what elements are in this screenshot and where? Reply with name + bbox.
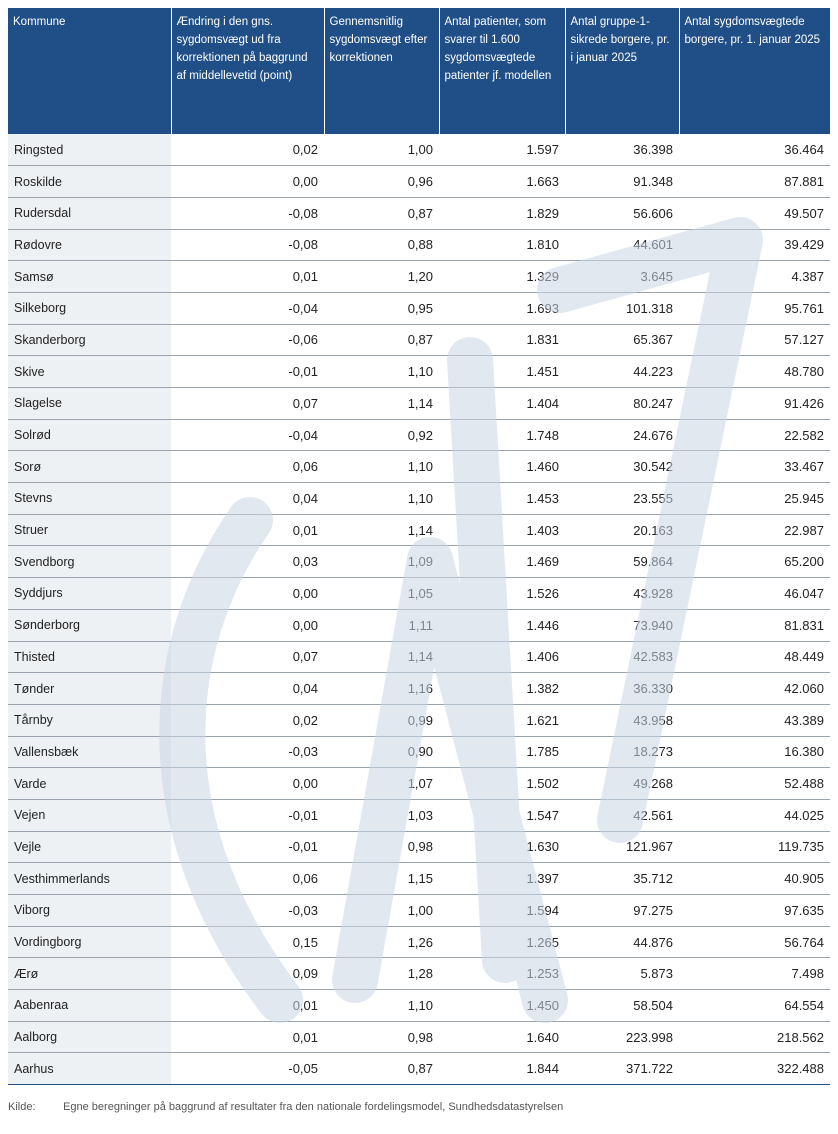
- table-row: [8, 451, 830, 483]
- value-cell: 1,10: [324, 451, 439, 483]
- value-cell: -0,06: [171, 324, 324, 356]
- value-cell: -0,01: [171, 831, 324, 863]
- table-row: [8, 578, 830, 610]
- value-cell: 0,01: [171, 990, 324, 1022]
- value-cell: 1.785: [439, 736, 565, 768]
- value-cell: 1,03: [324, 799, 439, 831]
- value-cell: 1,10: [324, 356, 439, 388]
- value-cell: 80.247: [565, 388, 679, 420]
- value-cell: 56.764: [679, 926, 830, 958]
- municipality-cell: Viborg: [8, 895, 171, 927]
- value-cell: -0,08: [171, 229, 324, 261]
- value-cell: 0,15: [171, 926, 324, 958]
- municipality-cell: Ærø: [8, 958, 171, 990]
- value-cell: 65.200: [679, 546, 830, 578]
- table-row: [8, 609, 830, 641]
- value-cell: -0,01: [171, 356, 324, 388]
- value-cell: 25.945: [679, 483, 830, 515]
- value-cell: 44.876: [565, 926, 679, 958]
- value-cell: 1,00: [324, 134, 439, 166]
- value-cell: -0,01: [171, 799, 324, 831]
- value-cell: 1,26: [324, 926, 439, 958]
- table-row: [8, 483, 830, 515]
- value-cell: 0,95: [324, 292, 439, 324]
- value-cell: 1,09: [324, 546, 439, 578]
- value-cell: 0,00: [171, 166, 324, 198]
- value-cell: 49.507: [679, 197, 830, 229]
- municipality-cell: Struer: [8, 514, 171, 546]
- value-cell: 1.663: [439, 166, 565, 198]
- value-cell: 0,03: [171, 546, 324, 578]
- value-cell: 121.967: [565, 831, 679, 863]
- value-cell: 1,00: [324, 895, 439, 927]
- value-cell: 1.748: [439, 419, 565, 451]
- municipality-cell: Vesthimmerlands: [8, 863, 171, 895]
- value-cell: 1,10: [324, 990, 439, 1022]
- municipality-cell: Samsø: [8, 261, 171, 293]
- source-label: Kilde:: [8, 1101, 36, 1113]
- table-row: [8, 863, 830, 895]
- value-cell: 44.223: [565, 356, 679, 388]
- table-row: [8, 1021, 830, 1053]
- value-cell: 119.735: [679, 831, 830, 863]
- value-cell: 18.273: [565, 736, 679, 768]
- value-cell: 95.761: [679, 292, 830, 324]
- value-cell: 91.426: [679, 388, 830, 420]
- table-row: [8, 324, 830, 356]
- value-cell: 0,00: [171, 609, 324, 641]
- value-cell: 1.630: [439, 831, 565, 863]
- value-cell: 42.561: [565, 799, 679, 831]
- data-table: [8, 8, 830, 1085]
- value-cell: 1.253: [439, 958, 565, 990]
- table-row: [8, 895, 830, 927]
- municipality-cell: Thisted: [8, 641, 171, 673]
- value-cell: 1.404: [439, 388, 565, 420]
- table-row: [8, 514, 830, 546]
- value-cell: 1.403: [439, 514, 565, 546]
- municipality-cell: Sønderborg: [8, 609, 171, 641]
- value-cell: 0,07: [171, 388, 324, 420]
- municipality-cell: Aarhus: [8, 1053, 171, 1085]
- table-body: [8, 134, 830, 1085]
- value-cell: 1,11: [324, 609, 439, 641]
- table-row: [8, 1053, 830, 1085]
- value-cell: 0,96: [324, 166, 439, 198]
- value-cell: 1.597: [439, 134, 565, 166]
- municipality-cell: Rødovre: [8, 229, 171, 261]
- value-cell: 0,07: [171, 641, 324, 673]
- municipality-cell: Solrød: [8, 419, 171, 451]
- value-cell: 36.398: [565, 134, 679, 166]
- value-cell: 52.488: [679, 768, 830, 800]
- value-cell: 64.554: [679, 990, 830, 1022]
- value-cell: 1.693: [439, 292, 565, 324]
- value-cell: 0,09: [171, 958, 324, 990]
- value-cell: 0,00: [171, 768, 324, 800]
- value-cell: 44.025: [679, 799, 830, 831]
- value-cell: 1,14: [324, 641, 439, 673]
- table-row: [8, 166, 830, 198]
- municipality-cell: Rudersdal: [8, 197, 171, 229]
- table-row: [8, 673, 830, 705]
- value-cell: 1.460: [439, 451, 565, 483]
- value-cell: 1.265: [439, 926, 565, 958]
- value-cell: 97.635: [679, 895, 830, 927]
- value-cell: 1,05: [324, 578, 439, 610]
- table-row: [8, 799, 830, 831]
- value-cell: 1,16: [324, 673, 439, 705]
- value-cell: 0,99: [324, 704, 439, 736]
- value-cell: 1.640: [439, 1021, 565, 1053]
- value-cell: 20.163: [565, 514, 679, 546]
- value-cell: 22.987: [679, 514, 830, 546]
- table-row: [8, 229, 830, 261]
- value-cell: 371.722: [565, 1053, 679, 1085]
- value-cell: 4.387: [679, 261, 830, 293]
- value-cell: 1.526: [439, 578, 565, 610]
- value-cell: 87.881: [679, 166, 830, 198]
- value-cell: 73.940: [565, 609, 679, 641]
- municipality-cell: Slagelse: [8, 388, 171, 420]
- value-cell: -0,05: [171, 1053, 324, 1085]
- source-note: [8, 1101, 563, 1113]
- table-row: [8, 197, 830, 229]
- municipality-cell: Roskilde: [8, 166, 171, 198]
- value-cell: 49.268: [565, 768, 679, 800]
- municipality-cell: Ringsted: [8, 134, 171, 166]
- value-cell: 44.601: [565, 229, 679, 261]
- value-cell: 43.958: [565, 704, 679, 736]
- table-row: [8, 261, 830, 293]
- table-row: [8, 292, 830, 324]
- value-cell: 0,01: [171, 1021, 324, 1053]
- value-cell: 46.047: [679, 578, 830, 610]
- table-row: [8, 704, 830, 736]
- table-row: [8, 134, 830, 166]
- municipality-cell: Tønder: [8, 673, 171, 705]
- value-cell: 1.829: [439, 197, 565, 229]
- value-cell: 0,01: [171, 514, 324, 546]
- value-cell: 36.464: [679, 134, 830, 166]
- value-cell: 0,87: [324, 197, 439, 229]
- municipality-cell: Syddjurs: [8, 578, 171, 610]
- header-row: [8, 8, 830, 134]
- value-cell: 1,10: [324, 483, 439, 515]
- value-cell: 1.406: [439, 641, 565, 673]
- value-cell: 42.583: [565, 641, 679, 673]
- value-cell: 22.582: [679, 419, 830, 451]
- value-cell: 0,04: [171, 673, 324, 705]
- table-row: [8, 736, 830, 768]
- value-cell: -0,04: [171, 292, 324, 324]
- municipality-cell: Vejen: [8, 799, 171, 831]
- value-cell: 0,04: [171, 483, 324, 515]
- municipality-cell: Vordingborg: [8, 926, 171, 958]
- table-row: [8, 926, 830, 958]
- municipality-cell: Varde: [8, 768, 171, 800]
- column-header: Antal gruppe-1-sikrede borgere, pr. i januar 2025: [565, 8, 679, 134]
- value-cell: 0,98: [324, 1021, 439, 1053]
- value-cell: 101.318: [565, 292, 679, 324]
- value-cell: 43.389: [679, 704, 830, 736]
- column-header: Gennemsnitlig sygdomsvægt efter korrektionen: [324, 8, 439, 134]
- value-cell: 1.594: [439, 895, 565, 927]
- value-cell: 57.127: [679, 324, 830, 356]
- value-cell: 91.348: [565, 166, 679, 198]
- value-cell: 0,06: [171, 451, 324, 483]
- value-cell: 1.831: [439, 324, 565, 356]
- value-cell: 0,87: [324, 324, 439, 356]
- value-cell: 5.873: [565, 958, 679, 990]
- value-cell: 1.446: [439, 609, 565, 641]
- value-cell: 0,88: [324, 229, 439, 261]
- table-row: [8, 388, 830, 420]
- table-container: [8, 8, 830, 1085]
- value-cell: 36.330: [565, 673, 679, 705]
- value-cell: 1.844: [439, 1053, 565, 1085]
- municipality-cell: Skanderborg: [8, 324, 171, 356]
- value-cell: 1,14: [324, 388, 439, 420]
- value-cell: 30.542: [565, 451, 679, 483]
- value-cell: 24.676: [565, 419, 679, 451]
- value-cell: 0,98: [324, 831, 439, 863]
- column-header: Ændring i den gns. sygdomsvægt ud fra korrektionen på baggrund af middellevetid (point): [171, 8, 324, 134]
- value-cell: 1.450: [439, 990, 565, 1022]
- value-cell: 48.780: [679, 356, 830, 388]
- value-cell: 65.367: [565, 324, 679, 356]
- value-cell: 1,28: [324, 958, 439, 990]
- value-cell: 0,00: [171, 578, 324, 610]
- municipality-cell: Tårnby: [8, 704, 171, 736]
- value-cell: 35.712: [565, 863, 679, 895]
- value-cell: 1.382: [439, 673, 565, 705]
- table-row: [8, 958, 830, 990]
- value-cell: 1,20: [324, 261, 439, 293]
- value-cell: 56.606: [565, 197, 679, 229]
- value-cell: 43.928: [565, 578, 679, 610]
- value-cell: 1,14: [324, 514, 439, 546]
- value-cell: 1.329: [439, 261, 565, 293]
- value-cell: 1.502: [439, 768, 565, 800]
- value-cell: 218.562: [679, 1021, 830, 1053]
- value-cell: 223.998: [565, 1021, 679, 1053]
- value-cell: 0,02: [171, 134, 324, 166]
- value-cell: -0,03: [171, 736, 324, 768]
- value-cell: 0,02: [171, 704, 324, 736]
- column-header: Antal patienter, som svarer til 1.600 sygdomsvægtede patienter jf. modellen: [439, 8, 565, 134]
- column-header: Kommune: [8, 8, 171, 134]
- value-cell: 1,15: [324, 863, 439, 895]
- municipality-cell: Silkeborg: [8, 292, 171, 324]
- value-cell: 1.451: [439, 356, 565, 388]
- table-row: [8, 641, 830, 673]
- source-text: Egne beregninger på baggrund af resultater fra den nationale fordelingsmodel, Sundhedsdatastyrelsen: [63, 1101, 564, 1113]
- value-cell: 0,90: [324, 736, 439, 768]
- value-cell: 7.498: [679, 958, 830, 990]
- value-cell: 1,07: [324, 768, 439, 800]
- value-cell: 39.429: [679, 229, 830, 261]
- value-cell: 42.060: [679, 673, 830, 705]
- value-cell: 0,92: [324, 419, 439, 451]
- value-cell: 322.488: [679, 1053, 830, 1085]
- value-cell: 0,06: [171, 863, 324, 895]
- municipality-cell: Aalborg: [8, 1021, 171, 1053]
- municipality-cell: Aabenraa: [8, 990, 171, 1022]
- municipality-cell: Stevns: [8, 483, 171, 515]
- value-cell: 3.645: [565, 261, 679, 293]
- value-cell: 16.380: [679, 736, 830, 768]
- value-cell: 59.864: [565, 546, 679, 578]
- municipality-cell: Vejle: [8, 831, 171, 863]
- value-cell: -0,04: [171, 419, 324, 451]
- table-row: [8, 768, 830, 800]
- value-cell: 81.831: [679, 609, 830, 641]
- value-cell: 1.453: [439, 483, 565, 515]
- value-cell: -0,03: [171, 895, 324, 927]
- value-cell: 58.504: [565, 990, 679, 1022]
- table-row: [8, 546, 830, 578]
- municipality-cell: Skive: [8, 356, 171, 388]
- value-cell: 1.621: [439, 704, 565, 736]
- value-cell: 1.469: [439, 546, 565, 578]
- municipality-cell: Vallensbæk: [8, 736, 171, 768]
- value-cell: 40.905: [679, 863, 830, 895]
- value-cell: 33.467: [679, 451, 830, 483]
- value-cell: 0,87: [324, 1053, 439, 1085]
- value-cell: -0,08: [171, 197, 324, 229]
- value-cell: 97.275: [565, 895, 679, 927]
- table-row: [8, 356, 830, 388]
- value-cell: 1.547: [439, 799, 565, 831]
- column-header: Antal sygdomsvægtede borgere, pr. 1. januar 2025: [679, 8, 830, 134]
- value-cell: 23.555: [565, 483, 679, 515]
- table-row: [8, 990, 830, 1022]
- value-cell: 48.449: [679, 641, 830, 673]
- value-cell: 1.397: [439, 863, 565, 895]
- value-cell: 1.810: [439, 229, 565, 261]
- table-row: [8, 831, 830, 863]
- table-row: [8, 419, 830, 451]
- value-cell: 0,01: [171, 261, 324, 293]
- municipality-cell: Sorø: [8, 451, 171, 483]
- municipality-cell: Svendborg: [8, 546, 171, 578]
